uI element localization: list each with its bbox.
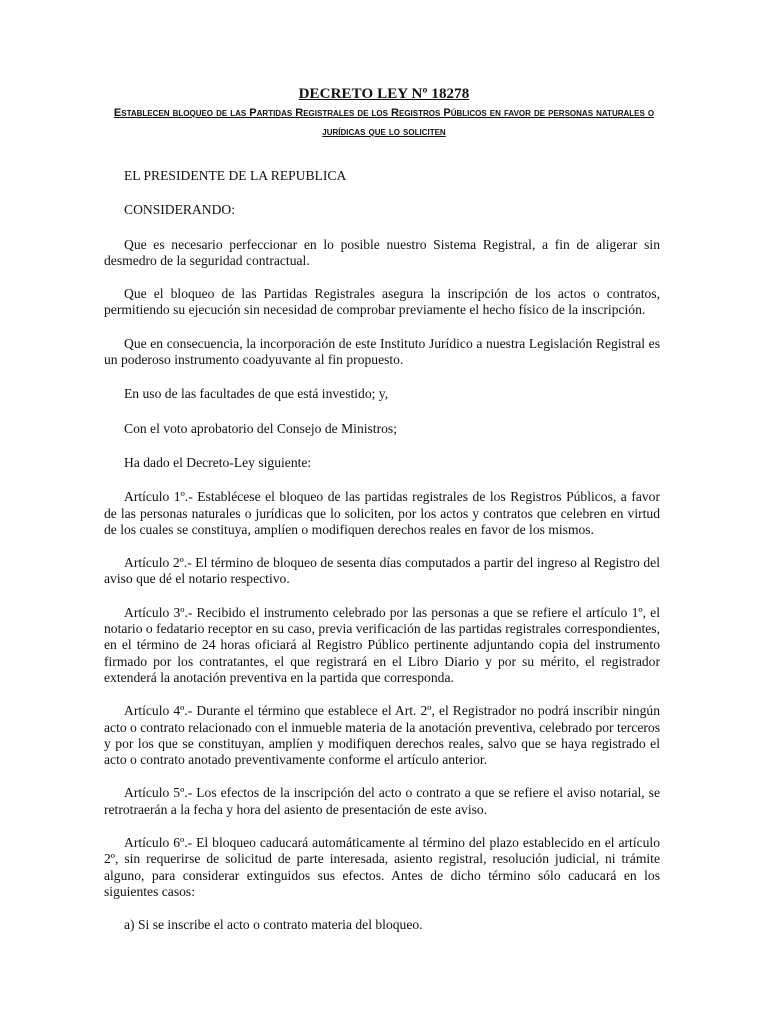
document-body [104, 168, 660, 934]
paragraph: Ha dado el Decreto-Ley siguiente: [124, 454, 312, 470]
article-paragraph: Artículo 1º.- Establécese el bloqueo de las partidas registrales de los Registros Públicos, a favor de las personas naturales o jurídicas que lo soliciten, por los actos y contratos que celebren en virtud de los cuales se constituya, amplíen o modifiquen derechos reales en favor de los mismos. [104, 489, 660, 537]
paragraph: Que el bloqueo de las Partidas Registrales asegura la inscripción de los actos o contratos, permitiendo su ejecución sin necesidad de comprobar previamente el hecho físico de la inscripción. [104, 286, 660, 318]
decree-title: DECRETO LEY Nº 18278 [298, 86, 470, 102]
paragraph: Que es necesario perfeccionar en lo posible nuestro Sistema Registral, a fin de aligerar sin desmedro de la seguridad contractual. [104, 236, 660, 268]
article-paragraph: Artículo 2º.- El término de bloqueo de sesenta días computados a partir del ingreso al Registro del aviso que dé el notario respectivo. [104, 555, 660, 587]
list-item: a) Si se inscribe el acto o contrato materia del bloqueo. [124, 917, 423, 933]
paragraph: CONSIDERANDO: [124, 202, 236, 218]
article-paragraph: Artículo 4º.- Durante el término que establece el Art. 2º, el Registrador no podrá inscribir ningún acto o contrato relacionado con el inmueble materia de la anotación preventiva, celebrado por terceros y por los que se constituyan, amplíen y modifiquen derechos reales, salvo que se haya registrado el acto o contrato anotado preventivamente conforme el artículo anterior. [104, 703, 660, 768]
article-paragraph: Artículo 3º.- Recibido el instrumento celebrado por las personas a que se refiere el artículo 1º, el notario o fedatario receptor en su caso, previa verificación de las partidas registrales correspondientes, en el término de 24 horas oficiará al Registro Público pertinente adjuntando copia del instrumento firmado por los contratantes, el que registrará en el Libro Diario y por su mérito, el registrador extenderá la anotación preventiva en la partida que corresponda. [104, 604, 660, 685]
paragraph: Que en consecuencia, la incorporación de este Instituto Jurídico a nuestra Legislación Registral es un poderoso instrumento coadyuvante al fin propuesto. [104, 335, 660, 368]
paragraph: En uso de las facultades de que está investido; y, [124, 386, 389, 402]
paragraph: Con el voto aprobatorio del Consejo de Ministros; [124, 420, 397, 436]
paragraph: EL PRESIDENTE DE LA REPUBLICA [124, 168, 347, 183]
decree-subtitle: Establecen bloqueo de las Partidas Registrales de los Registros Públicos en favor de personas naturales o jurídicas que lo soliciten [113, 107, 655, 138]
article-paragraph: Artículo 6º.- El bloqueo caducará automáticamente al término del plazo establecido en el artículo 2º, sin requerirse de solicitud de parte interesada, asiento registral, resolución judicial, ni trámite alguno, para considerar extinguidos sus efectos. Antes de dicho término sólo caducará en los siguientes casos: [104, 835, 660, 899]
article-paragraph: Artículo 5º.- Los efectos de la inscripción del acto o contrato a que se refiere el aviso notarial, se retrotraerán a la fecha y hora del asiento de presentación de este aviso. [104, 785, 660, 817]
